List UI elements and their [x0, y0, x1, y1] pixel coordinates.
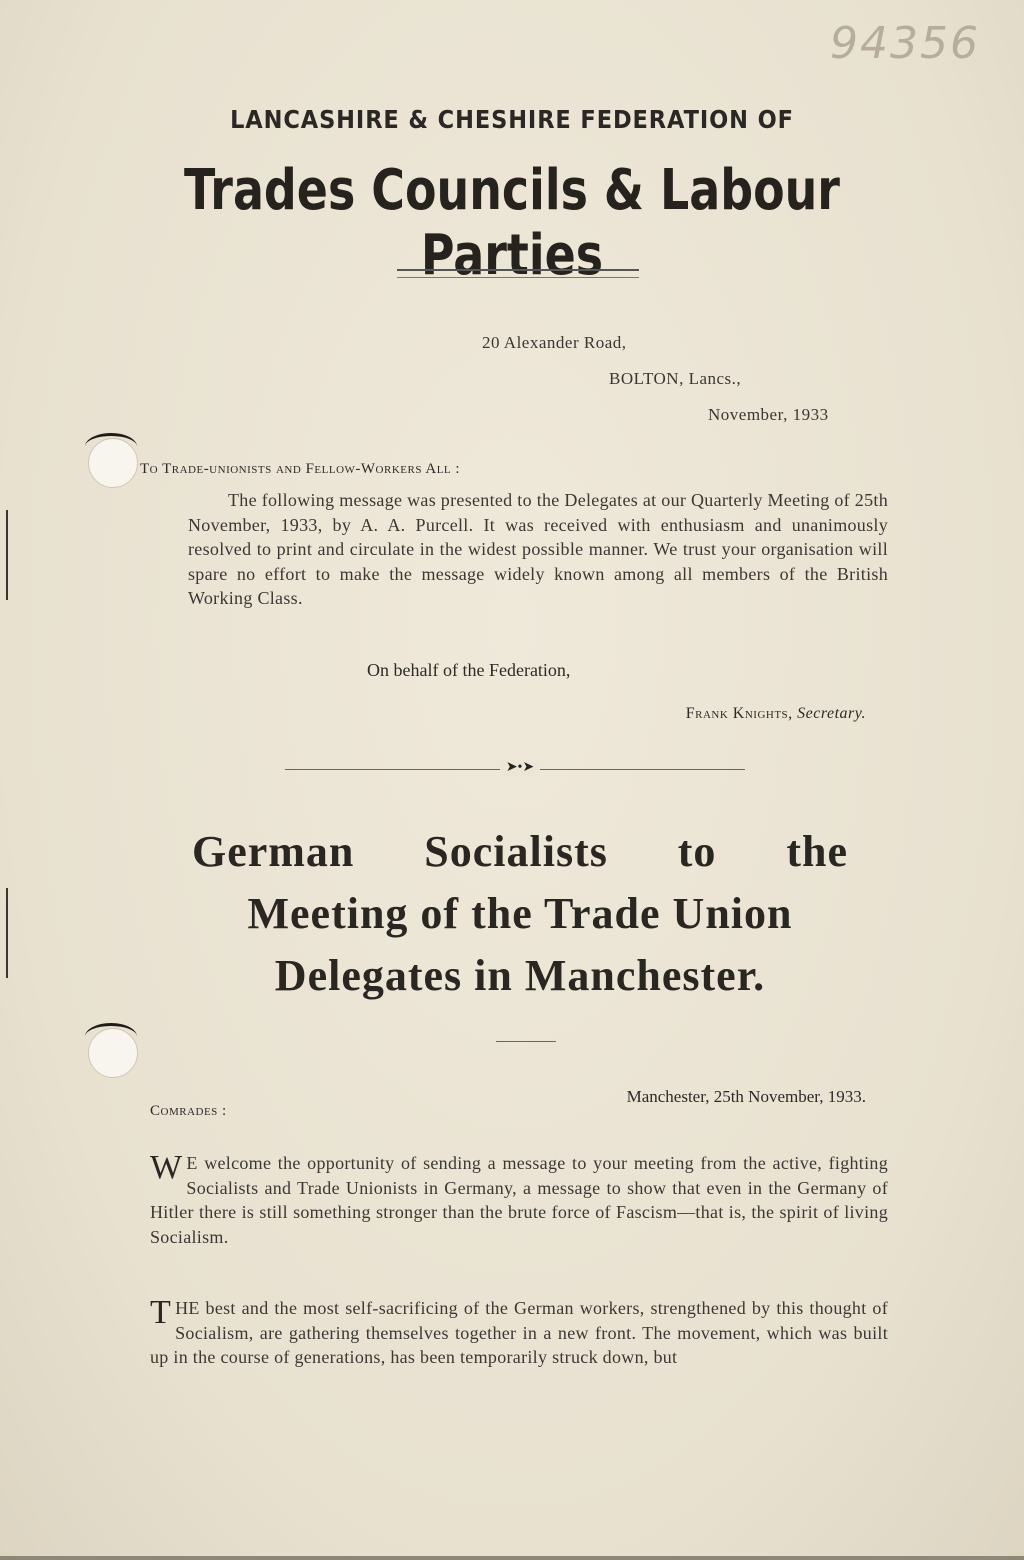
cover-letter-salutation: To Trade-unionists and Fellow-Workers All : [140, 461, 461, 477]
message-paragraph-1 [150, 1151, 888, 1249]
punch-hole-top [88, 438, 138, 488]
punch-hole-bottom [88, 1028, 138, 1078]
signature-line [686, 705, 866, 723]
paragraph-1-text: E welcome the opportunity of sending a message to your meeting from the active, fighting Socialists and Trade Unionists in Germany, a message to show that even in the Germany of Hitler there is still something stronger than the brute force of Fascism—that is, the spirit of living Socialism. [150, 1153, 888, 1247]
double-rule-divider [397, 269, 639, 278]
edge-mark-upper [6, 510, 8, 600]
address-date: November, 1933 [708, 405, 829, 424]
federation-title: Trades Councils & Labour Parties [184, 158, 840, 288]
signatory-role: Secretary. [797, 705, 866, 722]
cover-letter-closing: On behalf of the Federation, [367, 660, 571, 680]
archive-number: 94356 [830, 18, 980, 69]
federation-line: LANCASHIRE & CHESHIRE FEDERATION OF [230, 105, 794, 134]
signatory-name: Frank Knights, [685, 705, 793, 722]
address-street: 20 Alexander Road, [482, 333, 627, 352]
headline-line-1: German Socialists to the [192, 827, 848, 876]
dropcap-t: T [150, 1294, 172, 1331]
headline-line-3: Delegates in Manchester. [274, 951, 766, 1000]
short-divider [496, 1041, 556, 1042]
address-town: BOLTON, Lancs., [609, 369, 742, 388]
headline-line-2: Meeting of the Trade Union [247, 889, 793, 938]
message-salutation: Comrades : [150, 1103, 227, 1119]
message-dateline: Manchester, 25th November, 1933. [626, 1087, 866, 1106]
page-bottom-edge [0, 1556, 1024, 1560]
message-paragraph-2 [150, 1296, 888, 1370]
dropcap-w: W [150, 1149, 183, 1186]
ornament-glyph: ➤•➤ [500, 759, 540, 776]
paragraph-2-text: HE best and the most self-sacrificing of the German workers, strengthened by this thought of Socialism, are gathering themselves together in a new front. The movement, which was built up in the course of generations, has been temporarily struck down, but [150, 1298, 888, 1367]
cover-letter-body: The following message was presented to the Delegates at our Quarterly Meeting of 25th November, 1933, by A. A. Purcell. It was received with enthusiasm and unanimously resolved to print and circulate in the widest possible manner. We trust your organisation will spare no effort to make the message widely known among all members of the British Working Class. [188, 490, 888, 608]
edge-mark-lower [6, 888, 8, 978]
